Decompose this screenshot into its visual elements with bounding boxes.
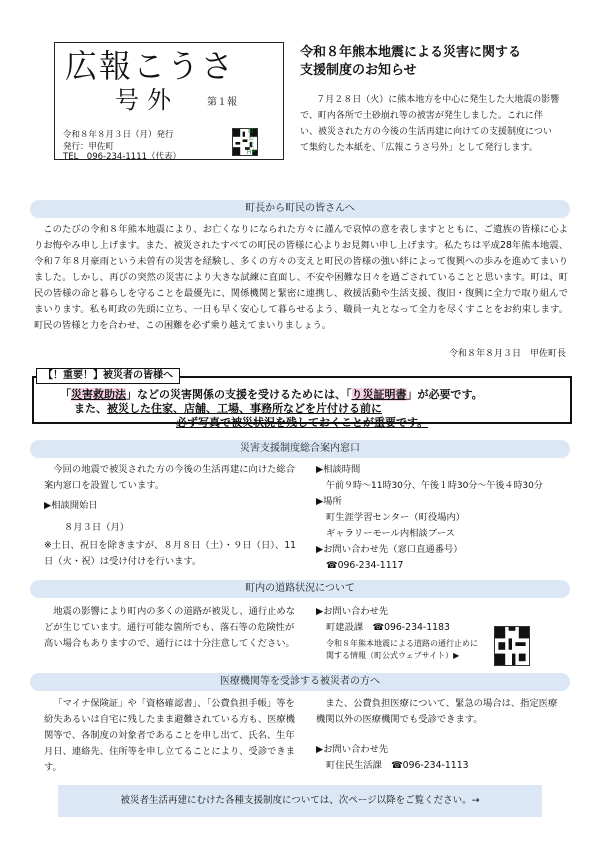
notice-text: また、	[74, 402, 107, 415]
medical-contact[interactable]: 町住民生活課 ☎096-234-1113	[326, 760, 469, 771]
footer-next-page-note: 被災者生活再建にむけた各種支援制度については、次ページ以降をご覧ください。→	[58, 785, 542, 817]
notice-keyword-certificate: り災証明書	[351, 388, 407, 401]
headline-line-2: 支援制度のお知らせ	[300, 63, 417, 78]
notice-line-2	[74, 402, 382, 416]
notice-text: 」などの災害関係の支援を受けるためには、「	[126, 388, 352, 401]
headline	[300, 44, 560, 80]
important-tag: 【！重要！】被災者の皆様へ	[36, 368, 180, 384]
headline-line-1: 令和８年熊本地震による災害に関する	[300, 45, 522, 60]
mayor-message: このたびの令和８年熊本地震により、お亡くなりになられた方々に謹んで哀悼の意を表しますとともに、ご遺族の皆様に心よりお悔やみ申し上げます。また、被災されたすべての町民の皆様に心よりお見舞い申し上げます。私たちは平成28年熊本地震、令和７年８月豪雨という未曽有の災害を経験し、多くの方々の支えと町民の皆様の強い絆によって復興への歩みを進めてまいりました。しかし、再びの突然の災害により大きな試練に直面し、不安や困難な日々を過ごされていることと思います。町は、町民の皆様の命と暮らしを守ることを最優先に、関係機関と緊密に連携し、救援活動や生活支援、復旧・復興に全力で取り組んでまいります。私も町政の先頭に立ち、一日も早く安心して暮らせるよう、職員一丸となって全力を尽くすことをお約束します。町民の皆様と力を合わせ、この困難を必ず乗り越えてまいりましょう。	[34, 224, 568, 331]
road-info-qr-code-icon[interactable]	[494, 626, 530, 666]
lead-paragraph: ７月２８日（火）に熊本地方を中心に発生した大地震の影響で、町内各所で土砂崩れ等の被害が発生しました。これに伴い、被災された方の今後の生活再建に向けての支援制度について集約した本紙を、「広報こうさ号外」として発行します。	[300, 95, 560, 153]
notice-text: 被災した住家、店舗、工場、事務所などを片付ける前に	[107, 402, 382, 415]
notice-text: 」が必要です。	[406, 388, 483, 401]
medical-body-left: 「マイナ保険証」や「資格確認書」、「公費負担手帳」等を紛失あるいは自宅に残したまま避難されている方も、医療機関等で、各制度の対象者であることを申し出て、氏名、生年月日、連絡先、住所等を申し立てることにより、受診できます。	[44, 698, 296, 773]
issue-number: 第１報	[207, 97, 237, 108]
medical-body-right: また、公費負担医療について、緊急の場合は、指定医療機関以外の医療機関でも受診できます。	[316, 698, 558, 725]
section-heading-consult: 災害支援制度総合案内窓口	[30, 440, 570, 458]
roads-body: 地震の影響により町内の多くの道路が被災し、通行止めなどが生じています。通行可能な箇所でも、落石等の危険性が高い場合もありますので、通行には十分注意してください。	[44, 606, 296, 649]
roads-info-link[interactable]: 令和８年熊本地震による道路の通行止めに関する情報（町公式ウェブサイト）▶	[326, 639, 478, 660]
consult-start-date: ８月３日（月）	[64, 522, 130, 533]
notice-line-3	[176, 416, 428, 430]
consult-start-label: ▶相談開始日	[44, 500, 98, 511]
consult-contact-label: ▶お問い合わせ先（窓口直通番号）	[316, 544, 463, 555]
notice-line-1	[60, 388, 483, 402]
roads-contact[interactable]: 町建設課 ☎096-234-1183	[326, 622, 450, 633]
consult-contact-tel[interactable]: ☎096-234-1117	[326, 560, 404, 571]
consult-hours: 午前９時～11時30分、午後１時30分～午後４時30分	[326, 481, 543, 491]
publisher-tel: TEL 096-234-1111（代表）	[63, 152, 182, 162]
roads-contact-label: ▶お問い合わせ先	[316, 606, 389, 617]
consult-intro: 今回の地震で被災された方の今後の生活再建に向けた総合案内窓口を設置しています。	[44, 464, 296, 491]
newsletter-title: 広報こうさ	[65, 47, 236, 85]
section-heading-roads: 町内の道路状況について	[30, 580, 570, 598]
newsletter-subtitle: 号外	[115, 86, 179, 114]
notice-text: 必ず写真で被災状況を残しておくことが重要です。	[176, 416, 429, 429]
mayor-signoff: 令和８年８月３日 甲佐町長	[448, 349, 566, 359]
consult-place-2: ギャラリーモール内相談ブース	[326, 528, 455, 539]
consult-place-label: ▶場所	[316, 496, 342, 507]
issue-date: 令和８年８月３日（月）発行	[63, 130, 174, 140]
hp-label: 町公式HP	[246, 128, 256, 156]
notice-keyword-relief-act: 災害救助法	[71, 388, 126, 401]
consult-place-1: 町生涯学習センター（町役場内）	[326, 512, 466, 523]
consult-hours-label: ▶相談時間	[316, 464, 361, 475]
section-heading-message: 町長から町民の皆さんへ	[30, 200, 570, 218]
medical-contact-label: ▶お問い合わせ先	[316, 744, 389, 755]
notice-text: 「	[60, 388, 71, 401]
consult-note: ※土日、祝日を除きますが、８月８日（土）・９日（日）、11日（火・祝）は受け付けを行います。	[44, 540, 297, 567]
publisher: 発行：甲佐町	[63, 142, 115, 152]
section-heading-medical: 医療機関等を受診する被災者の方へ	[30, 673, 570, 691]
